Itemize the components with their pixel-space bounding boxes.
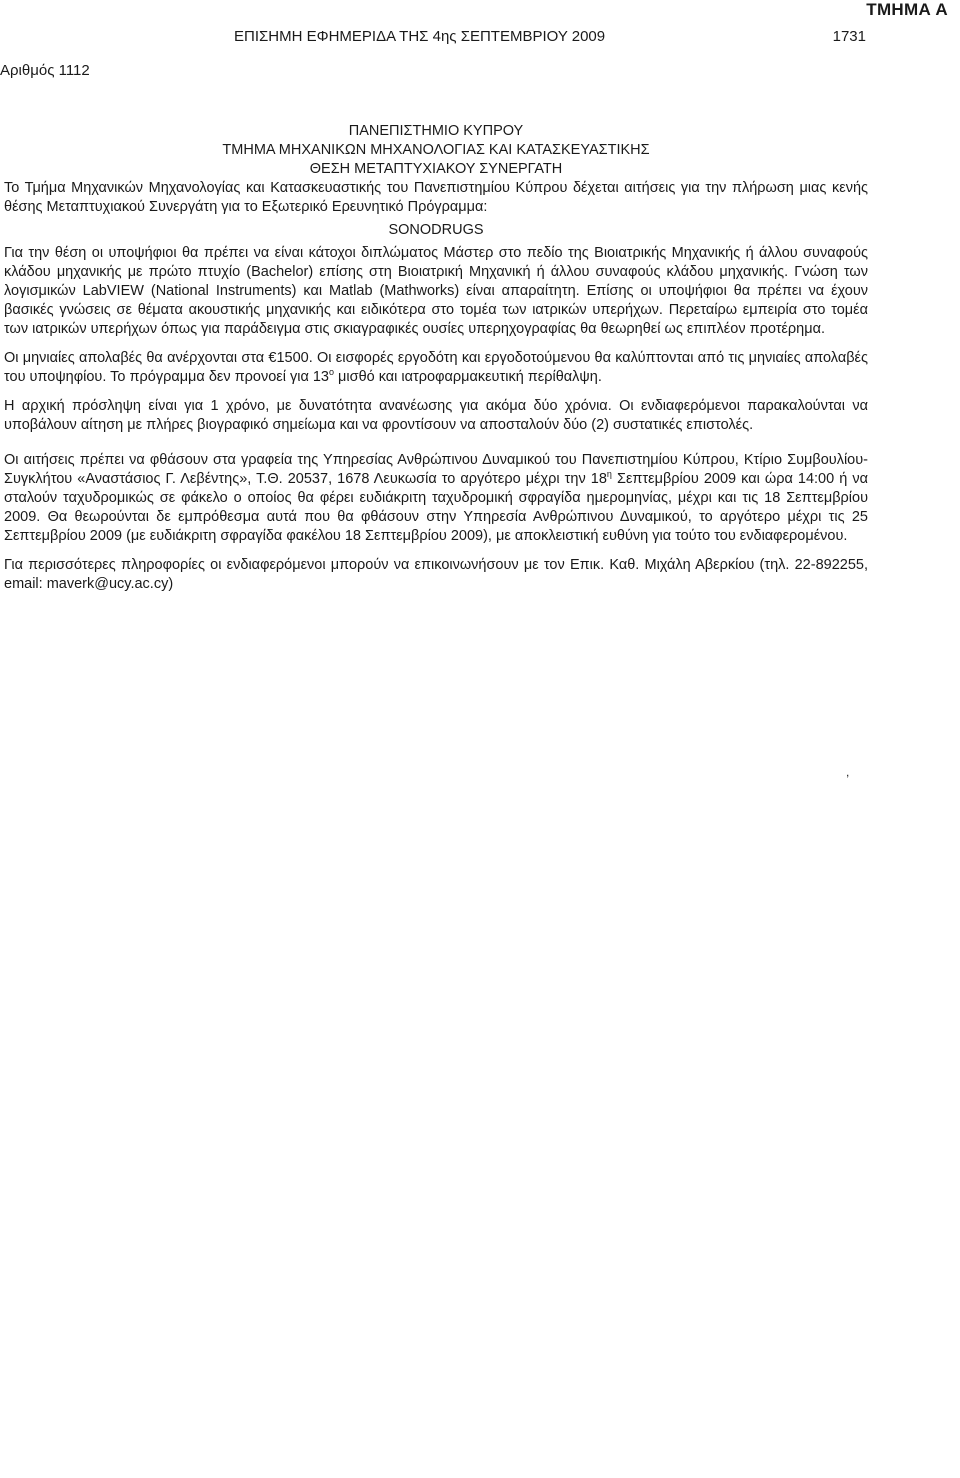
gazette-header-title: ΕΠΙΣΗΜΗ ΕΦΗΜΕΡΙΔΑ ΤΗΣ 4ης ΣΕΠΤΕΜΒΡΙΟΥ 2009: [234, 28, 606, 45]
department-name: ΤΜΗΜΑ ΜΗΧΑΝΙΚΩΝ ΜΗΧΑΝΟΛΟΓΙΑΣ ΚΑΙ ΚΑΤΑΣΚΕΥΑΣΤΙΚΗΣ: [222, 142, 650, 158]
program-name: SONODRUGS: [388, 222, 484, 238]
duration-paragraph: Η αρχική πρόσληψη είναι για 1 χρόνο, με δυνατότητα ανανέωσης για ακόμα δύο χρόνια. Οι ενδιαφερόμενοι παρακαλούνται να υποβάλουν αίτηση με πλήρες βιογραφικό σημείωμα και να φροντίσουν να αποσταλούν δύο (2) συστατικές επιστολές.: [4, 398, 868, 433]
section-label: ΤΜΗΜΑ Α: [866, 0, 948, 19]
salary-text: Οι μηνιαίες απολαβές θα ανέρχονται στα €1500. Οι εισφορές εργοδότη και εργοδοτούμενου θα καλύπτονται από τις μηνιαίες απολαβές του υποψηφίου. Το πρόγραμμα δεν προνοεί για 13: [4, 350, 868, 385]
university-name: ΠΑΝΕΠΙΣΤΗΜΙΟ ΚΥΠΡΟΥ: [348, 123, 524, 139]
salary-text-end: μισθό και ιατροφαρμακευτική περίθαλψη.: [334, 369, 602, 385]
stray-mark: ,: [846, 765, 850, 779]
ordinal-superscript: η: [606, 469, 612, 480]
submission-text: Οι αιτήσεις πρέπει να φθάσουν στα γραφεία της Υπηρεσίας Ανθρώπινου Δυναμικού του Πανεπιστημίου Κύπρου, Κτίριο Συμβουλίου-Συγκλήτου «Αναστάσιος Γ. Λεβέντης», Τ.Θ. 20537, 1678 Λευκωσία το αργότερο μέχρι την 18: [4, 452, 868, 487]
position-title: ΘΕΣΗ ΜΕΤΑΠΤΥΧΙΑΚΟΥ ΣΥΝΕΡΓΑΤΗ: [309, 161, 563, 177]
contact-paragraph: Για περισσότερες πληροφορίες οι ενδιαφερόμενοι μπορούν να επικοινωνήσουν με τον Επικ. Καθ. Μιχάλη Αβερκίου (τηλ. 22-892255, email: maverk@ucy.ac.cy): [4, 557, 868, 592]
salary-paragraph: [4, 349, 868, 387]
intro-paragraph: Το Τμήμα Μηχανικών Μηχανολογίας και Κατασκευαστικής του Πανεπιστημίου Κύπρου δέχεται αιτήσεις για την πλήρωση μιας κενής θέσης Μεταπτυχιακού Συνεργάτη για το Εξωτερικό Ερευνητικό Πρόγραμμα:: [4, 180, 868, 215]
ordinal-superscript: ο: [329, 367, 335, 378]
issue-number: Αριθμός 1112: [0, 62, 90, 79]
submission-paragraph: [4, 451, 868, 546]
requirements-paragraph: Για την θέση οι υποψήφιοι θα πρέπει να είναι κάτοχοι διπλώματος Μάστερ στο πεδίο της Βιοιατρικής Μηχανικής ή άλλου συναφούς κλάδου μηχανικής με πρώτο πτυχίο (Bachelor) επίσης στη Βιοιατρική Μηχανική ή άλλου συναφούς κλάδου μηχανικής. Γνώση των λογισμικών LabVIEW (National Instruments) και Matlab (Mathworks) είναι απαραίτητη. Επίσης οι υποψήφιοι θα πρέπει να έχουν βασικές γνώσεις σε θέματα ακουστικής μηχανικής και ειδικότερα στο τομέα των ιατρικών υπερήχων. Περεταίρω εμπειρία στο τομέα των ιατρικών υπερήχων όπως για παράδειγμα στις σκιαγραφικές ουσίες υπερηχογραφίας θα θεωρηθεί ως επιπλέον προτέρημα.: [4, 245, 868, 337]
job-notice: [4, 122, 868, 594]
submission-text-end: Σεπτεμβρίου 2009 και ώρα 14:00 ή να σταλούν ταχυδρομικώς σε φάκελο ο οποίος θα φέρει ευδιάκριτη ταχυδρομική σφραγίδα ημερομηνίας, μέχρι και τις 18 Σεπτεμβρίου 2009. Θα θεωρούνται δε εμπρόθεσμα αυτά που θα φθάσουν στην Υπηρεσία Ανθρώπινου Δυναμικού, το αργότερο μέχρι τις 25 Σεπτεμβρίου 2009 (με ευδιάκριτη σφραγίδα φακέλου 18 Σεπτεμβρίου 2009), με αποκλειστική ευθύνη για τούτο του ενδιαφερομένου.: [4, 471, 868, 544]
page-number: 1731: [832, 28, 866, 45]
